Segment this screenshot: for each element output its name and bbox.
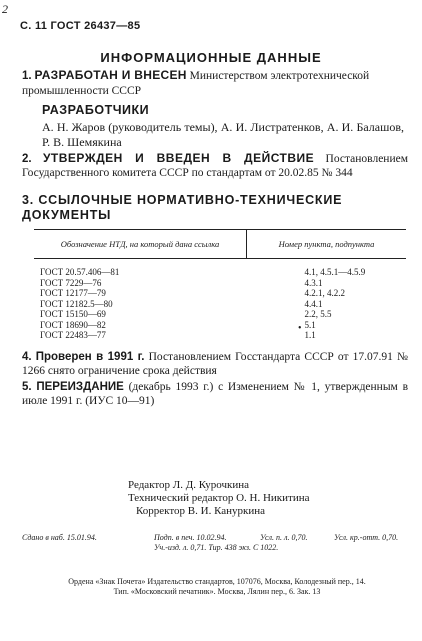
table-row: [34, 299, 406, 310]
section-1-lead: РАЗРАБОТАН И ВНЕСЕН: [34, 68, 187, 82]
table-cell-clause: 4.4.1: [304, 298, 323, 309]
section-4-number: 4.: [22, 351, 32, 363]
reference-table: [34, 229, 406, 341]
table-header-clause: Номер пункта, подпункта: [247, 230, 407, 259]
section-3-number: 3.: [22, 193, 35, 207]
footer-publisher: Ордена «Знак Почета» Издательство стандартов, 107076, Москва, Колодезный пер., 14.: [68, 577, 366, 586]
section-1: [22, 68, 402, 99]
table-row: [34, 309, 406, 320]
section-4-lead: Проверен в 1991 г.: [35, 351, 145, 363]
section-5-lead: ПЕРЕИЗДАНИЕ: [36, 381, 124, 393]
table-header-designation: Обозначение НТД, на который дана ссылка: [34, 230, 247, 259]
developers-names: А. Н. Жаров (руководитель темы), А. И. Листратенков, А. И. Балашов, Р. В. Шемякина: [42, 120, 404, 149]
table-cell-clause: 2.2, 5.5: [304, 309, 332, 319]
credits: [128, 479, 408, 518]
table-row: [34, 330, 406, 341]
table-row: [34, 259, 406, 278]
imprint-publish-info: Уч.-изд. л. 0,71. Тир. 438 экз. С 1022.: [154, 543, 279, 552]
section-4-text: Постановлением Госстандарта СССР от 17.07.91 № 1266 снято ограничение срока действия: [22, 351, 408, 377]
imprint-signed: Подп. в печ. 10.02.94.: [154, 533, 227, 542]
table-cell-clause: 4.1, 4.5.1—4.5.9: [304, 267, 366, 277]
table-cell-designation: ГОСТ 12177—79: [40, 288, 106, 298]
table-cell-designation: ГОСТ 22483—77: [40, 330, 106, 340]
table-cell-designation: ГОСТ 12182.5—80: [40, 298, 113, 309]
table-cell-clause: 4.2.1, 4.2.2: [304, 288, 345, 298]
ink-speck: •: [298, 323, 302, 334]
section-5: [22, 380, 408, 408]
developers-heading: РАЗРАБОТЧИКИ: [42, 103, 150, 117]
table-row: [34, 320, 406, 331]
credit-corrector: Корректор В. И. Кануркина: [136, 505, 266, 517]
section-5-text: (декабрь 1993 г.) с Изменением № 1, утвержденным в июле 1991 г. (ИУС 10—91): [22, 381, 409, 407]
section-1-text: Министерством электротехнической промышленности СССР: [22, 70, 370, 97]
table-row: [34, 278, 406, 289]
section-5-number: 5.: [22, 381, 32, 393]
imprint-color-sheets: Усл. кр.-отт. 0,70.: [334, 533, 399, 542]
section-3: [22, 193, 408, 223]
table-cell-designation: ГОСТ 18690—82: [40, 319, 106, 330]
section-2-number: 2.: [22, 153, 32, 165]
section-3-lead: ССЫЛОЧНЫЕ НОРМАТИВНО-ТЕХНИЧЕСКИЕ ДОКУМЕНТЫ: [22, 193, 343, 222]
section-2: [22, 151, 408, 180]
handwritten-page-mark: 2: [2, 2, 8, 16]
credit-tech-editor: Технический редактор О. Н. Никитина: [128, 492, 310, 504]
footer-printer: Тип. «Московский печатник». Москва, Лялин пер., 6. Зак. 13: [113, 587, 321, 596]
section-2-lead: УТВЕРЖДЕН И ВВЕДЕН В ДЕЙСТВИЕ: [42, 151, 315, 165]
table-cell-designation: ГОСТ 7229—76: [40, 277, 102, 288]
section-1-number: 1.: [22, 70, 32, 82]
imprint-print-sheets: Усл. п. л. 0,70.: [260, 533, 308, 542]
imprint-sent: Сдано в наб. 15.01.94.: [22, 533, 97, 542]
table-cell-clause: 1.1: [304, 330, 316, 340]
page-header: С. 11 ГОСТ 26437—85: [20, 20, 141, 32]
table-row: [34, 288, 406, 299]
credit-editor: Редактор Л. Д. Курочкина: [128, 479, 250, 491]
table-cell-designation: ГОСТ 20.57.406—81: [40, 267, 120, 277]
section-4: [22, 350, 408, 378]
imprint: [22, 533, 412, 553]
section-2-text: Постановлением Государственного комитета СССР по стандартам от 20.02.85 № 344: [22, 153, 408, 179]
table-cell-clause: 5.1: [304, 319, 316, 330]
publisher-footer: [22, 577, 412, 597]
table-cell-designation: ГОСТ 15150—69: [40, 309, 106, 319]
page-title: ИНФОРМАЦИОННЫЕ ДАННЫЕ: [100, 50, 322, 65]
table-cell-clause: 4.3.1: [304, 277, 323, 288]
